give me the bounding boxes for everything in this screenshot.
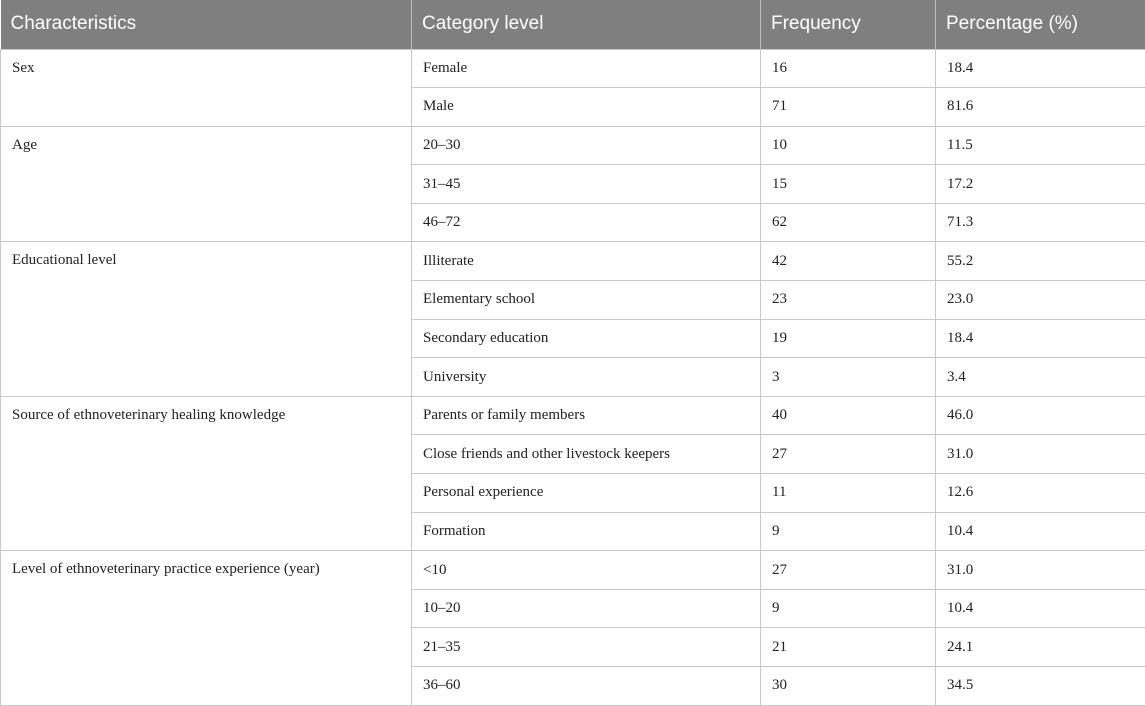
- frequency-cell: 3: [761, 358, 936, 397]
- header-row: [1, 0, 1145, 49]
- category-cell: Female: [412, 49, 761, 88]
- category-cell: Personal experience: [412, 474, 761, 513]
- percentage-cell: 17.2: [936, 165, 1145, 204]
- frequency-cell: 42: [761, 242, 936, 281]
- header-percentage: Percentage (%): [936, 0, 1145, 49]
- table-row: [1, 551, 1145, 590]
- header-characteristics: Characteristics: [1, 0, 412, 49]
- frequency-cell: 19: [761, 319, 936, 358]
- characteristic-cell: Educational level: [1, 242, 412, 396]
- frequency-cell: 9: [761, 512, 936, 551]
- category-cell: Elementary school: [412, 281, 761, 320]
- percentage-cell: 10.4: [936, 512, 1145, 551]
- percentage-cell: 10.4: [936, 589, 1145, 628]
- category-cell: 36–60: [412, 667, 761, 706]
- percentage-cell: 71.3: [936, 203, 1145, 242]
- percentage-cell: 23.0: [936, 281, 1145, 320]
- table-row: [1, 126, 1145, 165]
- table-row: [1, 242, 1145, 281]
- percentage-cell: 34.5: [936, 667, 1145, 706]
- category-cell: 20–30: [412, 126, 761, 165]
- percentage-cell: 18.4: [936, 49, 1145, 88]
- characteristic-cell: Level of ethnoveterinary practice experience (year): [1, 551, 412, 705]
- percentage-cell: 81.6: [936, 88, 1145, 127]
- percentage-cell: 3.4: [936, 358, 1145, 397]
- percentage-cell: 24.1: [936, 628, 1145, 667]
- category-cell: Close friends and other livestock keepers: [412, 435, 761, 474]
- frequency-cell: 71: [761, 88, 936, 127]
- frequency-cell: 21: [761, 628, 936, 667]
- frequency-cell: 16: [761, 49, 936, 88]
- frequency-cell: 62: [761, 203, 936, 242]
- percentage-cell: 55.2: [936, 242, 1145, 281]
- category-cell: University: [412, 358, 761, 397]
- table-body: [1, 49, 1145, 705]
- category-cell: 46–72: [412, 203, 761, 242]
- frequency-cell: 27: [761, 435, 936, 474]
- frequency-cell: 40: [761, 396, 936, 435]
- frequency-cell: 27: [761, 551, 936, 590]
- header-category-level: Category level: [412, 0, 761, 49]
- frequency-cell: 11: [761, 474, 936, 513]
- percentage-cell: 31.0: [936, 551, 1145, 590]
- frequency-cell: 9: [761, 589, 936, 628]
- percentage-cell: 12.6: [936, 474, 1145, 513]
- category-cell: Male: [412, 88, 761, 127]
- characteristic-cell: Source of ethnoveterinary healing knowledge: [1, 396, 412, 550]
- category-cell: <10: [412, 551, 761, 590]
- percentage-cell: 46.0: [936, 396, 1145, 435]
- category-cell: Parents or family members: [412, 396, 761, 435]
- category-cell: 10–20: [412, 589, 761, 628]
- frequency-cell: 10: [761, 126, 936, 165]
- characteristic-cell: Sex: [1, 49, 412, 126]
- frequency-cell: 15: [761, 165, 936, 204]
- percentage-cell: 31.0: [936, 435, 1145, 474]
- category-cell: Formation: [412, 512, 761, 551]
- category-cell: 21–35: [412, 628, 761, 667]
- header-frequency: Frequency: [761, 0, 936, 49]
- table-row: [1, 396, 1145, 435]
- category-cell: Secondary education: [412, 319, 761, 358]
- frequency-cell: 23: [761, 281, 936, 320]
- table-header: [1, 0, 1145, 49]
- category-cell: 31–45: [412, 165, 761, 204]
- percentage-cell: 11.5: [936, 126, 1145, 165]
- category-cell: Illiterate: [412, 242, 761, 281]
- frequency-cell: 30: [761, 667, 936, 706]
- characteristic-cell: Age: [1, 126, 412, 242]
- percentage-cell: 18.4: [936, 319, 1145, 358]
- table-row: [1, 49, 1145, 88]
